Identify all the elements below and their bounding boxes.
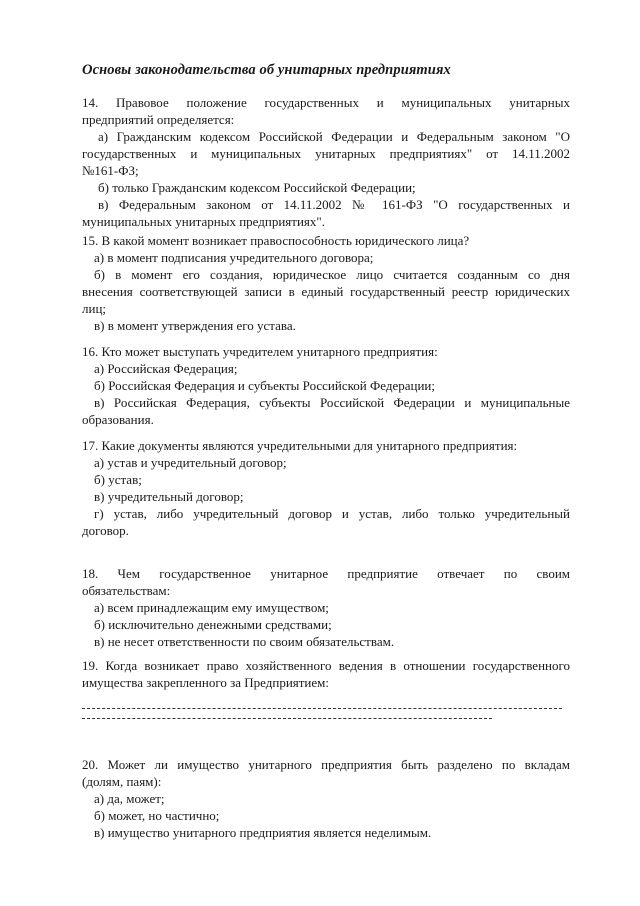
answer-a: а) в момент подписания учредительного договора; bbox=[94, 250, 374, 265]
answer-c: в) в момент утверждения его устава. bbox=[94, 318, 296, 333]
answer-c: в) Федеральным законом от 14.11.2002 № 161-ФЗ "О государственных и bbox=[98, 197, 570, 212]
question-text: (долям, паям): bbox=[82, 774, 162, 789]
answer-b: б) устав; bbox=[94, 472, 142, 487]
question-text: имущества закрепленного за Предприятием: bbox=[82, 675, 329, 690]
question-text: 17. Какие документы являются учредительными для унитарного предприятия: bbox=[82, 438, 518, 453]
page-title: Основы законодательства об унитарных предприятиях bbox=[82, 62, 451, 78]
answer-a: а) всем принадлежащим ему имуществом; bbox=[94, 600, 329, 615]
answer-b: б) только Гражданским кодексом Российской Федерации; bbox=[98, 180, 416, 195]
answer-b-cont: внесения соответствующей записи в единый государственный реестр юридических bbox=[82, 284, 570, 299]
answer-a: а) устав и учредительный договор; bbox=[94, 455, 287, 470]
answer-a: а) Российская Федерация; bbox=[94, 361, 238, 376]
answer-a: а) Гражданским кодексом Российской Федерации и Федеральным законом "О bbox=[98, 129, 570, 144]
question-text: обязательствам: bbox=[82, 583, 171, 598]
answer-b: б) в момент его создания, юридическое лицо считается созданным со дня bbox=[94, 267, 570, 282]
answer-c-cont: образования. bbox=[82, 412, 154, 427]
blank-line bbox=[82, 709, 492, 719]
answer-b-cont: лиц; bbox=[82, 301, 107, 316]
answer-a: а) да, может; bbox=[94, 791, 165, 806]
answer-d-cont: договор. bbox=[82, 523, 129, 538]
question-text: 16. Кто может выступать учредителем унитарного предприятия: bbox=[82, 344, 438, 359]
question-text: 18. Чем государственное унитарное предприятие отвечает по своим bbox=[82, 566, 570, 581]
answer-a-cont: №161-ФЗ; bbox=[82, 163, 139, 178]
question-text: 19. Когда возникает право хозяйственного ведения в отношении государственного bbox=[82, 658, 570, 673]
answer-c: в) имущество унитарного предприятия является неделимым. bbox=[94, 825, 432, 840]
question-17 bbox=[82, 437, 570, 539]
answer-b: б) Российская Федерация и субъекты Российской Федерации; bbox=[94, 378, 435, 393]
blank-line bbox=[82, 699, 562, 709]
answer-b: б) исключительно денежными средствами; bbox=[94, 617, 332, 632]
question-text: 20. Может ли имущество унитарного предприятия быть разделено по вкладам bbox=[82, 757, 570, 772]
question-19 bbox=[82, 657, 570, 719]
question-text: 15. В какой момент возникает правоспособность юридического лица? bbox=[82, 233, 470, 248]
question-text: предприятий определяется: bbox=[82, 112, 235, 127]
answer-c: в) Российская Федерация, субъекты Российской Федерации и муниципальные bbox=[94, 395, 570, 410]
question-15 bbox=[82, 232, 570, 334]
question-text: 14. Правовое положение государственных и муниципальных унитарных bbox=[82, 95, 570, 110]
answer-c: в) не несет ответственности по своим обязательствам. bbox=[94, 634, 395, 649]
answer-c: в) учредительный договор; bbox=[94, 489, 244, 504]
question-16 bbox=[82, 343, 570, 428]
answer-blank-lines bbox=[82, 699, 570, 719]
question-18 bbox=[82, 565, 570, 650]
question-20 bbox=[82, 756, 570, 841]
answer-d: г) устав, либо учредительный договор и устав, либо только учредительный bbox=[94, 506, 570, 521]
answer-a-cont: государственных и муниципальных унитарных предприятиях" от 14.11.2002 bbox=[82, 146, 570, 161]
question-14 bbox=[82, 94, 570, 230]
answer-c-cont: муниципальных унитарных предприятиях". bbox=[82, 214, 325, 229]
answer-b: б) может, но частично; bbox=[94, 808, 220, 823]
